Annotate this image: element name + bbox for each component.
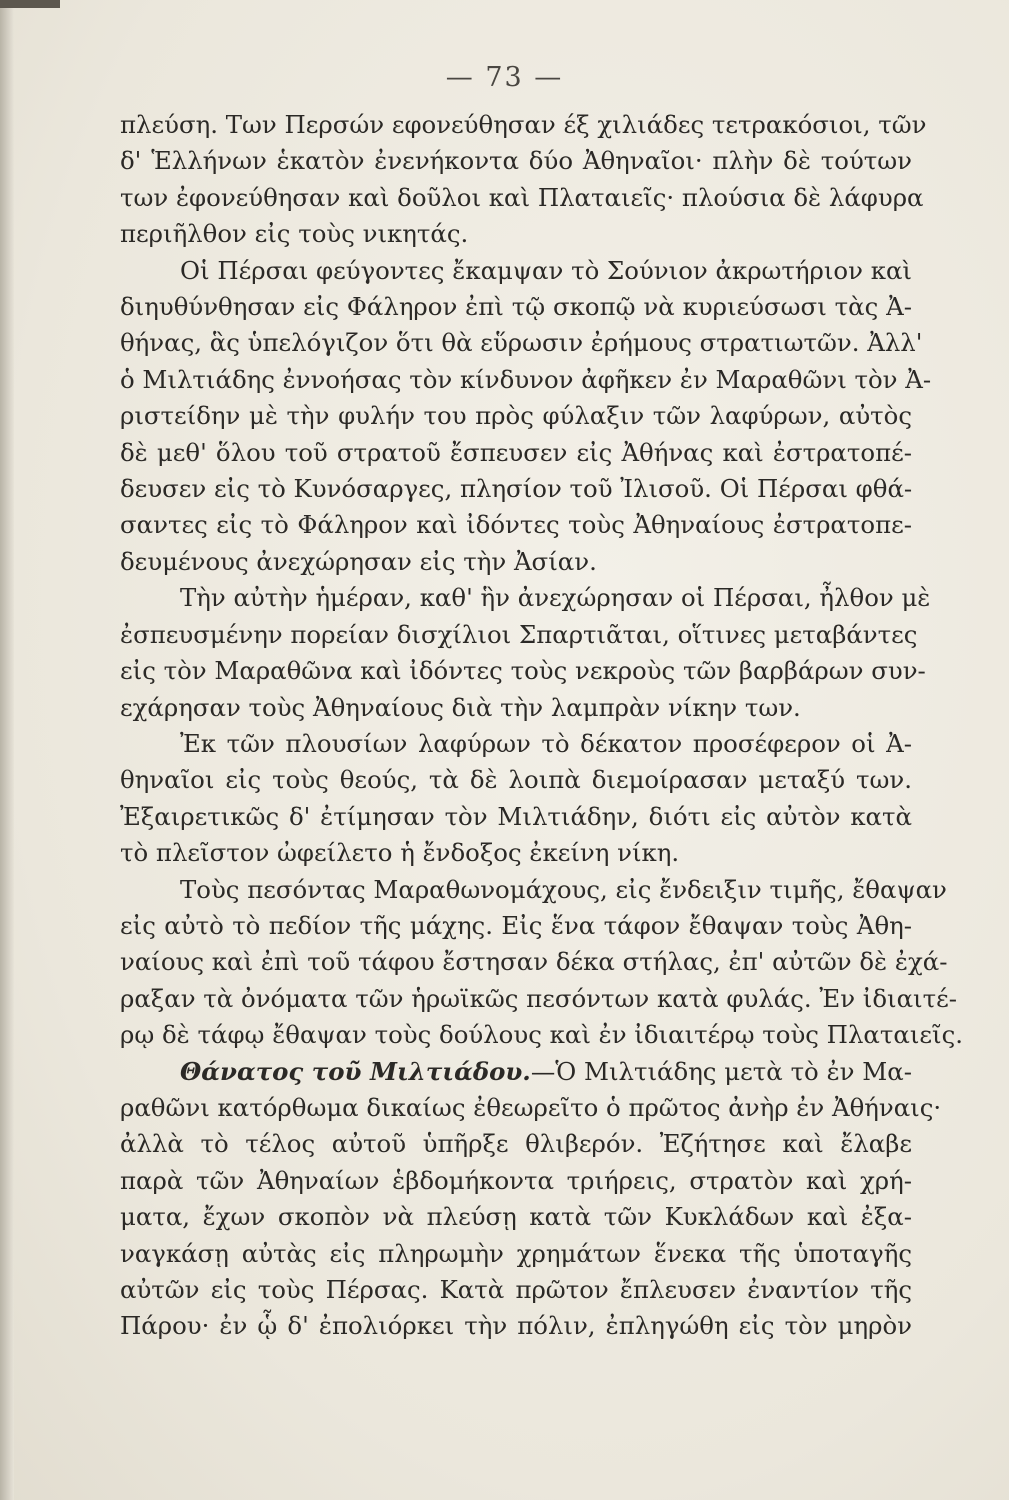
- section-first-line: [120, 1054, 912, 1090]
- text-line: Οἱ Πέρσαι φεύγοντες ἔκαμψαν τὸ Σούνιον ἀκρωτήριον καὶ: [180, 255, 912, 285]
- section-text-line: αὐτῶν εἰς τοὺς Πέρσας. Κατὰ πρῶτον ἔπλευσεν ἐναντίον τῆς: [120, 1275, 912, 1304]
- text-line: Τοὺς πεσόντας Μαραθωνομάχους, εἰς ἔνδειξιν τιμῆς, ἔθαψαν: [180, 874, 947, 904]
- text-line: Ἐξαιρετικῶς δ' ἐτίμησαν τὸν Μιλτιάδην, διότι εἰς αὐτὸν κατὰ: [120, 801, 912, 831]
- text-line: θηναῖοι εἰς τοὺς θεούς, τὰ δὲ λοιπὰ διεμοίρασαν μεταξύ των.: [120, 765, 912, 795]
- text-line: σαντες εἰς τὸ Φάληρον καὶ ἰδόντες τοὺς Ἀθηναίους ἐστρατοπε-: [120, 510, 912, 540]
- section-lines: [120, 1090, 942, 1345]
- body-lines: [120, 107, 964, 1054]
- text-line: περιῆλθον εἰς τοὺς νικητάς.: [120, 219, 469, 249]
- section-text-line: παρὰ τῶν Ἀθηναίων ἑβδομήκοντα τριήρεις, στρατὸν καὶ χρή-: [120, 1165, 912, 1195]
- section-text-line: ραθῶνι κατόρθωμα δικαίως ἐθεωρεῖτο ὁ πρῶτος ἀνὴρ ἐν Ἀθήναις·: [120, 1092, 942, 1122]
- text-line: δευσεν εἰς τὸ Κυνόσαργες, πλησίον τοῦ Ἰλισοῦ. Οἱ Πέρσαι φθά-: [120, 474, 913, 504]
- text-line: τὸ πλεῖστον ὠφείλετο ἡ ἔνδοξος ἐκείνη νίκη.: [120, 838, 680, 868]
- text-line: Ἐκ τῶν πλουσίων λαφύρων τὸ δέκατον προσέφερον οἱ Ἀ-: [180, 728, 912, 758]
- text-line: ραξαν τὰ ὀνόματα τῶν ἡρωϊκῶς πεσόντων κατὰ φυλάς. Ἐν ἰδιαιτέ-: [120, 983, 957, 1013]
- text-line: δ' Ἑλλήνων ἑκατὸν ἐνενήκοντα δύο Ἀθηναῖοι· πλὴν δὲ τούτων: [120, 146, 912, 176]
- text-line: θήνας, ἃς ὑπελόγιζον ὅτι θὰ εὕρωσιν ἐρήμους στρατιωτῶν. Ἀλλ': [120, 328, 923, 358]
- text-line: Τὴν αὐτὴν ἡμέραν, καθ' ἣν ἀνεχώρησαν οἱ Πέρσαι, ἦλθον μὲ: [180, 583, 931, 613]
- text-line: των ἐφονεύθησαν καὶ δοῦλοι καὶ Πλαταιεῖς· πλούσια δὲ λάφυρα: [120, 182, 924, 212]
- section-heading: Θάνατος τοῦ Μιλτιάδου.: [180, 1056, 531, 1086]
- section-first-line-text: Ὁ Μιλτιάδης μετὰ τὸ ἐν Μα-: [555, 1056, 912, 1086]
- text-line: ἐσπευσμένην πορείαν δισχίλιοι Σπαρτιᾶται, οἵτινες μεταβάντες: [120, 619, 918, 649]
- text-line: εἰς τὸν Μαραθῶνα καὶ ἰδόντες τοὺς νεκροὺς τῶν βαρβάρων συν-: [120, 656, 926, 686]
- section-text-line: ἀλλὰ τὸ τέλος αὐτοῦ ὑπῆρξε θλιβερόν. Ἐζήτησε καὶ ἔλαβε: [120, 1129, 912, 1159]
- corner-mark: [0, 0, 60, 8]
- text-line: εχάρησαν τοὺς Ἀθηναίους διὰ τὴν λαμπρὰν νίκην των.: [120, 692, 801, 722]
- section-text-line: ναγκάσῃ αὐτὰς εἰς πληρωμὴν χρημάτων ἕνεκα τῆς ὑποταγῆς: [120, 1238, 912, 1268]
- section-text-line: ματα, ἔχων σκοπὸν νὰ πλεύσῃ κατὰ τῶν Κυκλάδων καὶ ἐξα-: [120, 1202, 912, 1232]
- text-line: εἰς αὐτὸ τὸ πεδίον τῆς μάχης. Εἰς ἕνα τάφον ἔθαψαν τοὺς Ἀθη-: [120, 910, 912, 940]
- section-text-line: Πάρου· ἐν ᾧ δ' ἐπολιόρκει τὴν πόλιν, ἐπληγώθη εἰς τὸν μηρὸν: [120, 1311, 912, 1341]
- text-line: διηυθύνθησαν εἰς Φάληρον ἐπὶ τῷ σκοπῷ νὰ κυριεύσωσι τὰς Ἀ-: [120, 292, 912, 322]
- page-number: — 73 —: [445, 62, 564, 93]
- section-dash: —: [530, 1056, 556, 1086]
- text-line: ὁ Μιλτιάδης ἐννοήσας τὸν κίνδυνον ἀφῆκεν ἐν Μαραθῶνι τὸν Ἀ-: [120, 364, 932, 394]
- text-line: ναίους καὶ ἐπὶ τοῦ τάφου ἔστησαν δέκα στήλας, ἐπ' αὐτῶν δὲ ἐχά-: [120, 947, 948, 977]
- text-line: ρῳ δὲ τάφῳ ἔθαψαν τοὺς δούλους καὶ ἐν ἰδιαιτέρῳ τοὺς Πλαταιεῖς.: [120, 1020, 964, 1050]
- body-text: [120, 107, 964, 1345]
- text-line: δευμένους ἀνεχώρησαν εἰς τὴν Ἀσίαν.: [120, 546, 597, 576]
- text-line: πλεύση. Των Περσών εφονεύθησαν έξ χιλιάδες τετρακόσιοι, τῶν: [120, 110, 927, 139]
- text-line: δὲ μεθ' ὅλου τοῦ στρατοῦ ἔσπευσεν εἰς Ἀθήνας καὶ ἐστρατοπέ-: [120, 437, 912, 467]
- text-line: ριστείδην μὲ τὴν φυλήν του πρὸς φύλαξιν τῶν λαφύρων, αὐτὸς: [120, 401, 912, 431]
- page-binding-edge: [0, 0, 14, 1500]
